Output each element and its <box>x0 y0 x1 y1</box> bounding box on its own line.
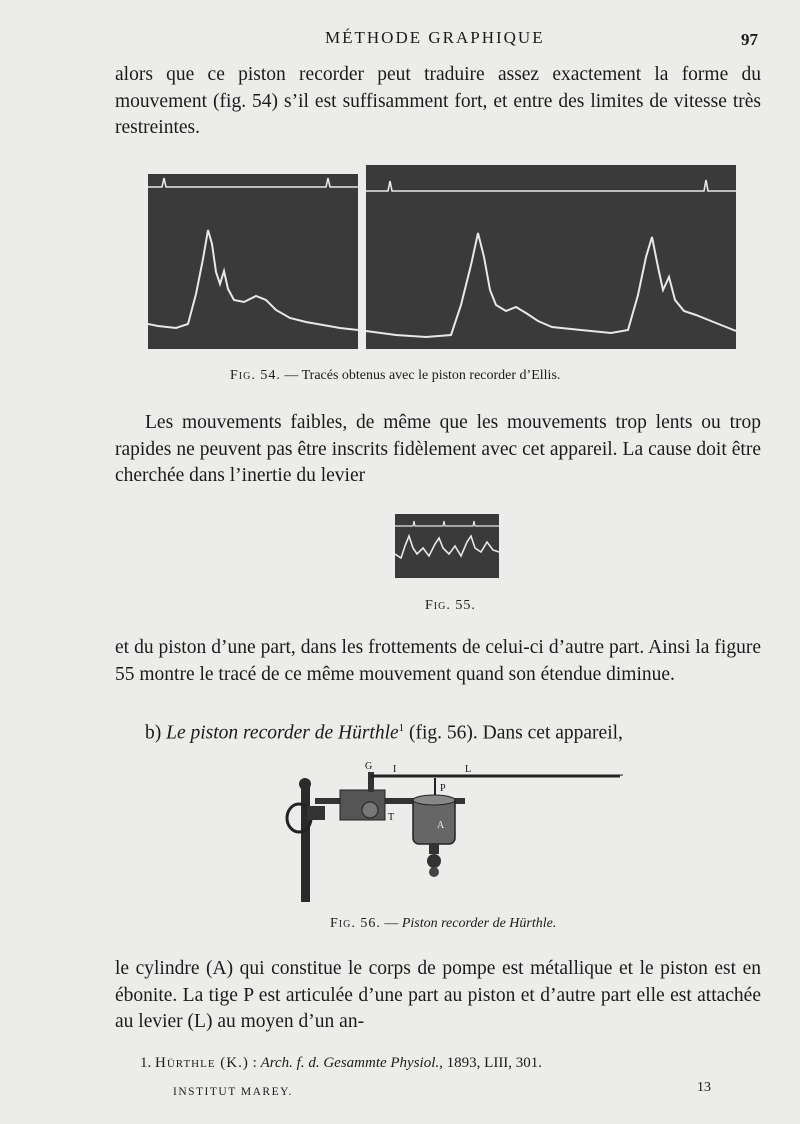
fig54-caption <box>230 368 560 384</box>
fig56-label: Fig. 56. <box>330 916 381 931</box>
fig55-label: Fig. 55. <box>425 598 476 613</box>
fig56-letter-a: A <box>437 820 445 831</box>
paragraph-4 <box>115 715 761 747</box>
fig56-caption-text: Piston recorder de Hürthle. <box>401 916 557 931</box>
paragraph-4-prefix: b) <box>145 722 167 744</box>
fig56-illustration <box>285 758 625 908</box>
footnote-author: Hürthle (K.) <box>155 1055 249 1071</box>
running-title: MÉTHODE GRAPHIQUE <box>325 28 545 47</box>
fig54-caption-text: — Tracés obtenus avec le piston recorder d’Ellis. <box>280 368 561 383</box>
fig56-letter-l: L <box>465 764 472 775</box>
fig54-trace-right <box>366 165 736 349</box>
page-number: 97 <box>741 30 758 49</box>
fig54-trace-left <box>148 174 358 349</box>
page-header <box>0 28 800 52</box>
printer-signature: INSTITUT MAREY. <box>173 1086 293 1098</box>
footnote-details: , 1893, LIII, 301. <box>439 1055 543 1071</box>
paragraph-1: alors que ce piston recorder peut traduire assez exactement la forme du mouvement (fig. 54) s’il est suffisamment fort, et entre des limites de vitesse très restreintes. <box>115 64 761 138</box>
fig56-letter-i: I <box>393 764 397 775</box>
footnote-number: 1. <box>140 1055 152 1071</box>
fig56-letter-g: G <box>365 761 373 772</box>
paragraph-3: et du piston d’une part, dans les frottements de celui-ci d’autre part. Ainsi la figure 55 montre le tracé de ce même mouvement quand son étendue diminue. <box>115 637 761 685</box>
footnote-journal: Arch. f. d. Gesammte Physiol. <box>260 1055 440 1071</box>
footnote-colon: : <box>248 1055 261 1071</box>
fig56-caption <box>330 916 556 932</box>
paragraph-4-suffix: (fig. 56). Dans cet appareil, <box>404 722 623 744</box>
sheet-number: 13 <box>697 1080 711 1095</box>
fig55-caption <box>425 598 476 614</box>
fig56-letter-p: P <box>440 783 446 794</box>
fig56-dash: — <box>380 916 402 931</box>
fig55-trace-curve <box>395 514 499 578</box>
footnote-marker: 1 <box>398 722 405 734</box>
paragraph-5: le cylindre (A) qui constitue le corps de pompe est métallique et le piston est en ébonite. La tige P est articulée d’une part au piston et d’autre part elle est attachée au levier (L) au moyen d’un an- <box>115 958 761 1032</box>
paragraph-2: Les mouvements faibles, de même que les mouvements trop lents ou trop rapides ne peuvent pas être inscrits fidèlement avec cet appareil. La cause doit être cherchée dans l’inertie du levier <box>115 412 761 486</box>
paragraph-4-title: Le piston recorder de Hürthle <box>166 722 399 744</box>
fig55-trace <box>395 514 499 578</box>
footnote <box>140 1055 542 1072</box>
hurthle-apparatus-drawing <box>285 758 625 908</box>
fig54-label: Fig. 54. <box>230 368 281 383</box>
fig54-trace-left-curve <box>148 174 358 349</box>
fig54-trace-right-curve <box>366 165 736 349</box>
fig56-letter-t: T <box>388 812 395 823</box>
